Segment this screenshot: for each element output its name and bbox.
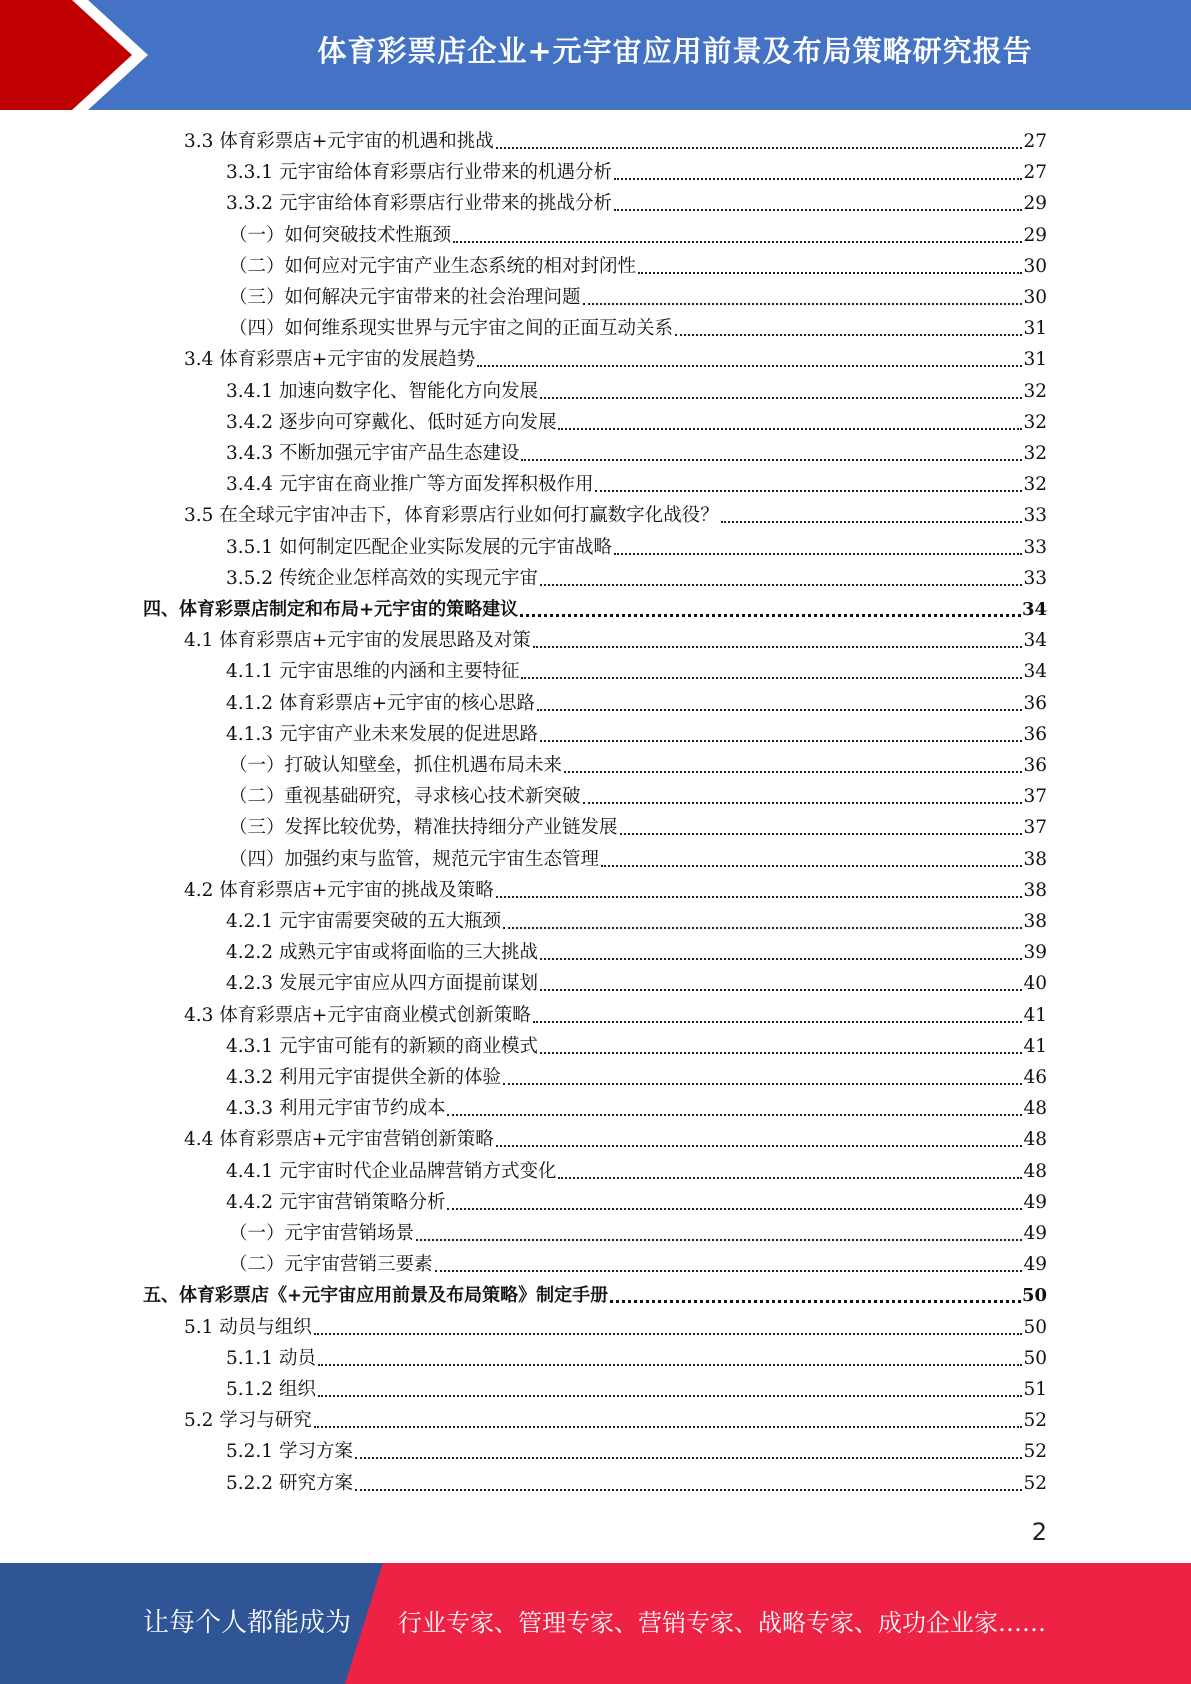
toc-dot-leader (614, 178, 1022, 180)
toc-entry[interactable] (184, 501, 1047, 531)
toc-entry-title: 4.1 体育彩票店+元宇宙的发展思路及对策 (184, 630, 531, 652)
toc-entry-page: 36 (1023, 755, 1047, 776)
toc-entry-title: 5.1.2 组织 (226, 1379, 316, 1400)
toc-dot-leader (447, 1208, 1022, 1210)
toc-entry[interactable] (226, 969, 1047, 999)
toc-entry-title: 3.5.1 如何制定匹配企业实际发展的元宇宙战略 (226, 536, 612, 558)
toc-entry[interactable] (226, 470, 1047, 500)
toc-entry[interactable] (226, 1094, 1047, 1124)
toc-dot-leader (477, 365, 1022, 367)
toc-entry-title: （二）重视基础研究，寻求核心技术新突破 (229, 786, 581, 808)
toc-entry[interactable] (226, 1157, 1047, 1187)
toc-entry-page: 39 (1023, 942, 1047, 964)
toc-dot-leader (355, 1489, 1023, 1491)
toc-entry-title: 5.2.1 学习方案 (226, 1441, 353, 1463)
toc-dot-leader (314, 1426, 1023, 1428)
toc-dot-leader (533, 1021, 1023, 1023)
toc-entry[interactable] (226, 439, 1047, 469)
toc-entry[interactable] (226, 1375, 1047, 1405)
toc-entry-page: 31 (1023, 318, 1047, 340)
toc-entry-title: 4.1.3 元宇宙产业未来发展的促进思路 (226, 723, 538, 745)
toc-entry-page: 31 (1023, 349, 1047, 371)
toc-dot-leader (638, 272, 1022, 274)
toc-entry-title: 3.5.2 传统企业怎样高效的实现元宇宙 (226, 567, 538, 589)
toc-entry-page: 32 (1023, 474, 1047, 496)
toc-entry-title: 4.3.3 利用元宇宙节约成本 (226, 1098, 446, 1120)
toc-entry-page: 41 (1023, 1035, 1047, 1057)
toc-entry[interactable] (226, 564, 1047, 594)
toc-dot-leader (533, 646, 1023, 648)
toc-entry[interactable] (226, 1469, 1047, 1499)
toc-entry-page: 29 (1023, 193, 1047, 215)
toc-entry[interactable] (226, 1188, 1047, 1218)
toc-dot-leader (601, 865, 1022, 867)
toc-entry-page: 46 (1023, 1067, 1047, 1088)
toc-entry-page: 27 (1023, 131, 1047, 152)
footer-slogan-right: 行业专家、管理专家、营销专家、战略专家、成功企业家…… (398, 1609, 1046, 1637)
toc-entry-title: 4.3 体育彩票店+元宇宙商业模式创新策略 (184, 1004, 531, 1026)
toc-entry-page: 32 (1023, 411, 1047, 433)
toc-entry[interactable] (184, 626, 1047, 656)
toc-entry[interactable] (226, 720, 1047, 750)
toc-entry-title: 五、体育彩票店《+元宇宙应用前景及布局策略》制定手册 (143, 1285, 609, 1307)
toc-entry-page: 34 (1023, 630, 1047, 652)
toc-entry[interactable] (184, 876, 1047, 906)
toc-entry-page: 37 (1023, 786, 1047, 808)
toc-dot-leader (721, 521, 1023, 523)
toc-entry[interactable] (226, 657, 1047, 687)
toc-entry[interactable] (143, 1281, 1047, 1311)
toc-entry-title: 3.3 体育彩票店+元宇宙的机遇和挑战 (184, 131, 494, 152)
toc-entry-title: （三）如何解决元宇宙带来的社会治理问题 (229, 287, 581, 308)
toc-entry-page: 51 (1023, 1379, 1047, 1400)
toc-entry-title: 5.2 学习与研究 (184, 1410, 312, 1432)
toc-entry-title: （四）如何维系现实世界与元宇宙之间的正面互动关系 (229, 318, 674, 340)
toc-entry-title: 3.4.2 逐步向可穿戴化、低时延方向发展 (226, 411, 557, 433)
toc-dot-leader (318, 1364, 1023, 1366)
toc-entry-title: 3.4.1 加速向数字化、智能化方向发展 (226, 380, 538, 402)
toc-dot-leader (558, 428, 1022, 430)
toc-entry-page: 52 (1023, 1410, 1047, 1432)
toc-dot-leader (537, 709, 1022, 711)
toc-entry[interactable] (229, 1250, 1047, 1280)
toc-dot-leader (540, 1052, 1022, 1054)
toc-entry-page: 50 (1023, 1347, 1047, 1369)
toc-entry[interactable] (229, 314, 1047, 344)
toc-entry[interactable] (143, 595, 1047, 625)
toc-dot-leader (503, 1083, 1022, 1085)
toc-dot-leader (521, 459, 1022, 461)
toc-dot-leader (583, 303, 1023, 305)
toc-entry-title: 3.4.3 不断加强元宇宙产品生态建设 (226, 443, 520, 464)
toc-entry[interactable] (229, 845, 1047, 875)
toc-entry-page: 33 (1023, 567, 1047, 589)
toc-entry-title: 5.1.1 动员 (226, 1347, 316, 1369)
toc-entry[interactable] (229, 751, 1047, 781)
toc-entry[interactable] (226, 1437, 1047, 1467)
toc-entry[interactable] (184, 345, 1047, 375)
toc-entry-title: （四）加强约束与监管，规范元宇宙生态管理 (229, 848, 600, 870)
toc-dot-leader (318, 1395, 1023, 1397)
toc-entry[interactable] (184, 1406, 1047, 1436)
toc-entry-title: （一）元宇宙营销场景 (229, 1223, 415, 1244)
toc-entry-page: 48 (1023, 1098, 1047, 1120)
toc-entry-title: 4.3.1 元宇宙可能有的新颖的商业模式 (226, 1035, 538, 1057)
page-header (0, 0, 1191, 110)
toc-entry[interactable] (226, 533, 1047, 563)
toc-entry-title: 3.4.4 元宇宙在商业推广等方面发挥积极作用 (226, 474, 594, 496)
toc-dot-leader (595, 490, 1022, 492)
toc-dot-leader (540, 397, 1022, 399)
toc-entry-title: 4.1.1 元宇宙思维的内涵和主要特征 (226, 661, 520, 683)
report-title: 体育彩票店企业+元宇宙应用前景及布局策略研究报告 (317, 34, 1033, 68)
toc-dot-leader (314, 1333, 1023, 1335)
toc-entry-page: 34 (1021, 599, 1047, 620)
toc-entry-page: 40 (1023, 973, 1047, 995)
toc-entry-page: 37 (1023, 817, 1047, 839)
toc-entry-page: 27 (1023, 162, 1047, 184)
page-number: 2 (1031, 1518, 1047, 1546)
toc-entry-title: 4.3.2 利用元宇宙提供全新的体验 (226, 1067, 501, 1088)
toc-entry-title: 4.4 体育彩票店+元宇宙营销创新策略 (184, 1129, 494, 1151)
toc-entry-title: 4.4.1 元宇宙时代企业品牌营销方式变化 (226, 1160, 557, 1182)
toc-entry[interactable] (229, 1219, 1047, 1249)
toc-entry-page: 32 (1023, 380, 1047, 402)
toc-dot-leader (540, 958, 1022, 960)
toc-dot-leader (614, 553, 1022, 555)
toc-entry-page: 33 (1023, 505, 1047, 527)
toc-entry-page: 50 (1021, 1285, 1047, 1307)
toc-entry[interactable] (229, 283, 1047, 313)
toc-entry-page: 52 (1023, 1441, 1047, 1463)
toc-dot-leader (503, 927, 1022, 929)
toc-entry[interactable] (184, 1313, 1047, 1343)
toc-entry-title: 5.1 动员与组织 (184, 1316, 312, 1338)
toc-entry[interactable] (226, 189, 1047, 219)
toc-entry-page: 38 (1023, 879, 1047, 901)
toc-entry[interactable] (226, 408, 1047, 438)
toc-entry[interactable] (229, 252, 1047, 282)
toc-entry[interactable] (226, 1344, 1047, 1374)
toc-dot-leader (496, 1145, 1023, 1147)
toc-entry-page: 38 (1023, 911, 1047, 932)
toc-entry[interactable] (229, 221, 1047, 251)
toc-entry-title: 3.3.2 元宇宙给体育彩票店行业带来的挑战分析 (226, 193, 612, 215)
toc-dot-leader (496, 896, 1023, 898)
toc-entry-title: 4.2 体育彩票店+元宇宙的挑战及策略 (184, 879, 494, 901)
toc-entry[interactable] (184, 1001, 1047, 1031)
toc-entry-page: 48 (1023, 1160, 1047, 1182)
toc-entry-title: 3.4 体育彩票店+元宇宙的发展趋势 (184, 349, 476, 371)
toc-entry-title: （一）打破认知壁垒，抓住机遇布局未来 (229, 755, 563, 776)
toc-dot-leader (675, 334, 1022, 336)
toc-entry-page: 32 (1023, 443, 1047, 464)
toc-entry-title: 四、体育彩票店制定和布局+元宇宙的策略建议 (143, 599, 519, 620)
toc-entry-page: 52 (1023, 1472, 1047, 1494)
toc-entry-title: 4.1.2 体育彩票店+元宇宙的核心思路 (226, 692, 535, 714)
toc-dot-leader (614, 209, 1022, 211)
toc-dot-leader (520, 614, 1021, 617)
toc-entry[interactable] (226, 938, 1047, 968)
toc-entry-page: 30 (1023, 255, 1047, 277)
toc-entry-page: 29 (1023, 224, 1047, 246)
toc-entry-title: 4.2.1 元宇宙需要突破的五大瓶颈 (226, 911, 501, 932)
toc-entry[interactable] (226, 1032, 1047, 1062)
toc-dot-leader (435, 1270, 1023, 1272)
toc-entry-page: 38 (1023, 848, 1047, 870)
toc-dot-leader (453, 241, 1022, 243)
toc-dot-leader (540, 740, 1022, 742)
toc-entry-page: 49 (1023, 1191, 1047, 1213)
toc-entry[interactable] (226, 377, 1047, 407)
toc-entry-page: 41 (1023, 1004, 1047, 1026)
toc-dot-leader (583, 802, 1023, 804)
toc-entry[interactable] (184, 127, 1047, 157)
toc-entry-title: （二）如何应对元宇宙产业生态系统的相对封闭性 (229, 255, 637, 277)
toc-entry-page: 36 (1023, 723, 1047, 745)
page-footer (0, 1563, 1191, 1684)
toc-entry[interactable] (226, 1063, 1047, 1093)
toc-entry[interactable] (229, 782, 1047, 812)
toc-entry-page: 36 (1023, 692, 1047, 714)
toc-entry-title: 4.2.2 成熟元宇宙或将面临的三大挑战 (226, 942, 538, 964)
toc-dot-leader (540, 989, 1022, 991)
toc-entry-page: 49 (1023, 1254, 1047, 1276)
toc-entry-title: 3.5 在全球元宇宙冲击下，体育彩票店行业如何打赢数字化战役？ (184, 505, 719, 527)
toc-entry-title: 4.4.2 元宇宙营销策略分析 (226, 1191, 446, 1213)
toc-entry-title: （三）发挥比较优势，精准扶持细分产业链发展 (229, 817, 618, 839)
toc-dot-leader (521, 677, 1022, 679)
toc-entry-page: 50 (1023, 1316, 1047, 1338)
toc-dot-leader (496, 147, 1023, 149)
toc-entry[interactable] (229, 813, 1047, 843)
toc-entry-page: 49 (1023, 1223, 1047, 1244)
toc-entry[interactable] (184, 1125, 1047, 1155)
toc-entry[interactable] (226, 907, 1047, 937)
toc-dot-leader (558, 1177, 1022, 1179)
toc-dot-leader (416, 1239, 1022, 1241)
toc-entry[interactable] (226, 158, 1047, 188)
toc-entry-title: （一）如何突破技术性瓶颈 (229, 224, 452, 246)
toc-entry[interactable] (226, 689, 1047, 719)
toc-entry-title: 3.3.1 元宇宙给体育彩票店行业带来的机遇分析 (226, 162, 612, 184)
toc-entry-page: 30 (1023, 287, 1047, 308)
toc-entry-page: 33 (1023, 536, 1047, 558)
toc-entry-title: 5.2.2 研究方案 (226, 1472, 353, 1494)
footer-slogan-left: 让每个人都能成为 (143, 1608, 352, 1638)
toc-dot-leader (540, 584, 1022, 586)
toc-dot-leader (564, 771, 1022, 773)
toc-dot-leader (447, 1114, 1022, 1116)
toc-dot-leader (620, 833, 1023, 835)
toc-entry-title: （二）元宇宙营销三要素 (229, 1254, 433, 1276)
toc-entry-page: 34 (1023, 661, 1047, 683)
toc-dot-leader (355, 1457, 1023, 1459)
toc-entry-page: 48 (1023, 1129, 1047, 1151)
table-of-contents (0, 127, 1191, 1517)
toc-dot-leader (610, 1300, 1021, 1303)
toc-entry-title: 4.2.3 发展元宇宙应从四方面提前谋划 (226, 973, 538, 995)
